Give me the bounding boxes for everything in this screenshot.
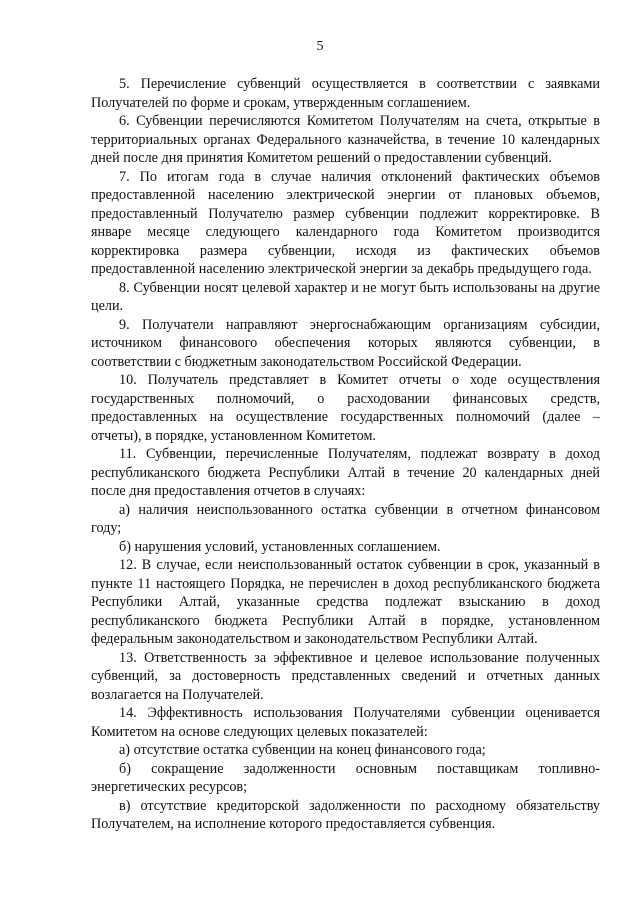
paragraph-14c: в) отсутствие кредиторской задолженности по расходному обязательству Получателем, на исполнение которого предоставляется субвенция. bbox=[91, 797, 600, 832]
paragraph-10-reports: 10. Получатель представляет в Комитет отчеты о ходе осуществления государственных полномочий, о расходовании финансовых средств, предоставленных на осуществление государственных полномочий (далее – отчеты), в порядке, установленном Комитетом. bbox=[91, 372, 600, 444]
paragraph-14a: а) отсутствие остатка субвенции на конец финансового года; bbox=[119, 742, 486, 758]
document-body bbox=[91, 75, 600, 834]
page-number: 5 bbox=[316, 39, 324, 54]
paragraph-13-responsibility: 13. Ответственность за эффективное и целевое использование полученных субвенций, за достоверность представленных сведений и отчетных данных возлагается на Получателей. bbox=[91, 649, 600, 703]
paragraph-5-transfer: 5. Перечисление субвенций осуществляется в соответствии с заявками Получателей по форме и срокам, утвержденным соглашением. bbox=[91, 76, 600, 111]
paragraph-12-recovery: 12. В случае, если неиспользованный остаток субвенции в срок, указанный в пункте 11 настоящего Порядка, не перечислен в доход республиканского бюджета Республики Алтай, указанные средства подлежат взысканию в доход республиканского бюджета Республики Алтай в порядке, установленном федеральным законодательством и законодательством Республики Алтай. bbox=[91, 557, 600, 647]
paragraph-6-accounts: 6. Субвенции перечисляются Комитетом Получателям на счета, открытые в территориальных органах Федерального казначейства, в течение 10 календарных дней после дня принятия Комитетом решений о предоставлении субвенций. bbox=[91, 113, 600, 166]
paragraph-14b: б) сокращение задолженности основным поставщикам топливно-энергетических ресурсов; bbox=[91, 760, 600, 795]
paragraph-14-efficiency: 14. Эффективность использования Получателями субвенции оценивается Комитетом на основе следующих целевых показателей: bbox=[91, 705, 600, 740]
paragraph-9-subsidies: 9. Получатели направляют энергоснабжающим организациям субсидии, источником финансового обеспечения которых являются субвенции, в соответствии с бюджетным законодательством Российской Федерации. bbox=[91, 316, 600, 370]
paragraph-11a: а) наличия неиспользованного остатка субвенции в отчетном финансовом году; bbox=[91, 501, 600, 536]
paragraph-11-refund: 11. Субвенции, перечисленные Получателям, подлежат возврату в доход республиканского бюджета Республики Алтай в течение 20 календарных дней после дня предоставления отчетов в случаях: bbox=[91, 446, 600, 499]
paragraph-11b: б) нарушения условий, установленных соглашением. bbox=[119, 538, 441, 555]
paragraph-7-adjustment: 7. По итогам года в случае наличия отклонений фактических объемов предоставленной населению электрической энергии от плановых объемов, предоставленный Получателю размер субвенции подлежит корректировке. В январе месяце следующего календарного года Комитетом производится корректировка размера субвенции, исходя из фактических объемов предоставленной населению электрической энергии за декабрь предыдущего года. bbox=[91, 168, 600, 277]
paragraph-8-purpose: 8. Субвенции носят целевой характер и не могут быть использованы на другие цели. bbox=[91, 279, 600, 314]
